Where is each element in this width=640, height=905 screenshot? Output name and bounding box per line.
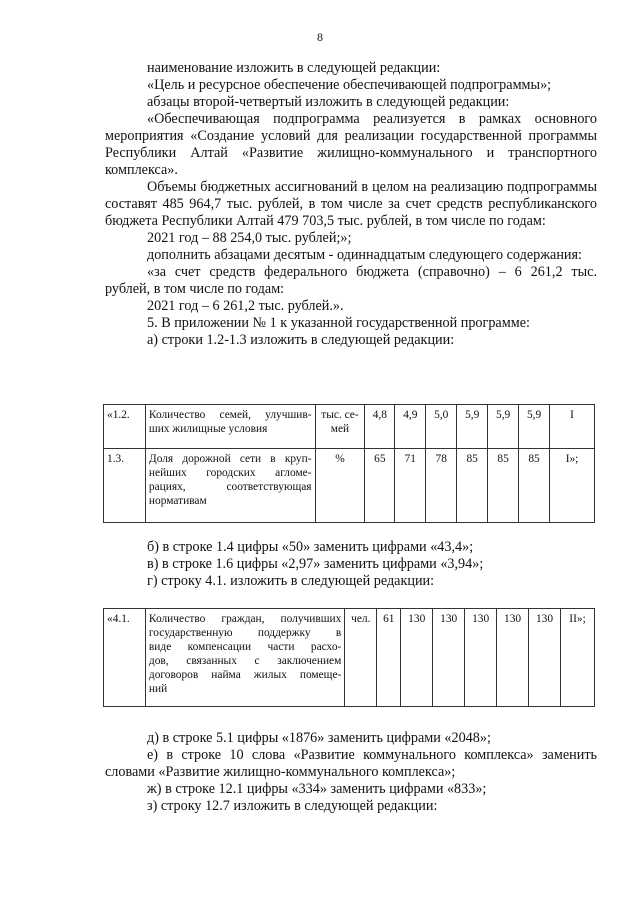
paragraph: «за счет средств федерального бюджета (справочно) – 6 261,2 тыс. рублей, в том числе по годам: — [105, 264, 597, 297]
indicator-name: Количество граждан, получивших государственную поддержку в виде компенсации части расхо- дов, связанных с заключением договоров найма жилых помеще- ний — [145, 609, 344, 707]
table-row — [104, 449, 595, 523]
text-block-top — [105, 60, 597, 349]
unit-cell: % — [315, 449, 365, 523]
paragraph: «Обеспечивающая подпрограмма реализуется в рамках основного мероприятия «Создание условий для реализации государственной программы Республики Алтай «Развитие жилищно-коммунального и транспортного комплекса». — [105, 111, 597, 178]
value-cell: 5,0 — [426, 405, 457, 449]
value-cell: 130 — [433, 609, 465, 707]
text-block-bottom — [105, 730, 597, 815]
paragraph: 5. В приложении № 1 к указанной государственной программе: — [147, 315, 530, 331]
paragraph: 2021 год – 88 254,0 тыс. рублей;»; — [147, 230, 352, 246]
indicator-table-1 — [103, 404, 595, 523]
category-cell: II»; — [561, 609, 595, 707]
paragraph: абзацы второй-четвертый изложить в следующей редакции: — [147, 94, 510, 110]
table-row — [104, 609, 595, 707]
category-cell: I»; — [550, 449, 595, 523]
row-number: 1.3. — [104, 449, 146, 523]
value-cell: 65 — [365, 449, 395, 523]
value-cell: 130 — [497, 609, 529, 707]
paragraph: д) в строке 5.1 цифры «1876» заменить цифрами «2048»; — [147, 730, 491, 746]
row-number: «4.1. — [104, 609, 146, 707]
unit-cell: тыс. се-мей — [315, 405, 365, 449]
value-cell: 130 — [465, 609, 497, 707]
indicator-name: Доля дорожной сети в круп- нейших городских агломе- рациях, соответствующая нормативам — [145, 449, 315, 523]
value-cell: 5,9 — [457, 405, 488, 449]
table-row — [104, 405, 595, 449]
paragraph: г) строку 4.1. изложить в следующей редакции: — [147, 573, 435, 589]
paragraph: е) в строке 10 слова «Развитие коммунального комплекса» заменить словами «Развитие жилищно-коммунального комплекса»; — [105, 747, 597, 780]
paragraph: Объемы бюджетных ассигнований в целом на реализацию подпрограммы составят 485 964,7 тыс. рублей, в том числе за счет средств республиканского бюджета Республики Алтай 479 703,5 тыс. рублей, в том числе по годам: — [105, 179, 597, 229]
paragraph: ж) в строке 12.1 цифры «334» заменить цифрами «833»; — [147, 781, 487, 797]
value-cell: 130 — [401, 609, 433, 707]
paragraph: з) строку 12.7 изложить в следующей редакции: — [147, 798, 438, 814]
paragraph: «Цель и ресурсное обеспечение обеспечивающей подпрограммы»; — [147, 77, 552, 93]
value-cell: 78 — [426, 449, 457, 523]
row-number: «1.2. — [104, 405, 146, 449]
value-cell: 4,8 — [365, 405, 395, 449]
value-cell: 130 — [529, 609, 561, 707]
value-cell: 71 — [395, 449, 426, 523]
text-block-middle — [105, 539, 597, 590]
value-cell: 4,9 — [395, 405, 426, 449]
value-cell: 5,9 — [488, 405, 519, 449]
value-cell: 5,9 — [519, 405, 550, 449]
paragraph: 2021 год – 6 261,2 тыс. рублей.». — [147, 298, 344, 314]
value-cell: 85 — [519, 449, 550, 523]
value-cell: 85 — [457, 449, 488, 523]
paragraph: в) в строке 1.6 цифры «2,97» заменить цифрами «3,94»; — [147, 556, 484, 572]
value-cell: 61 — [377, 609, 401, 707]
category-cell: I — [550, 405, 595, 449]
paragraph: б) в строке 1.4 цифры «50» заменить цифрами «43,4»; — [147, 539, 474, 555]
page-number: 8 — [317, 30, 323, 44]
indicator-name: Количество семей, улучшив- ших жилищные условия — [145, 405, 315, 449]
unit-cell: чел. — [345, 609, 377, 707]
paragraph: дополнить абзацами десятым - одиннадцатым следующего содержания: — [147, 247, 582, 263]
paragraph: а) строки 1.2-1.3 изложить в следующей редакции: — [147, 332, 455, 348]
indicator-table-2 — [103, 608, 595, 707]
paragraph: наименование изложить в следующей редакции: — [147, 60, 441, 76]
value-cell: 85 — [488, 449, 519, 523]
